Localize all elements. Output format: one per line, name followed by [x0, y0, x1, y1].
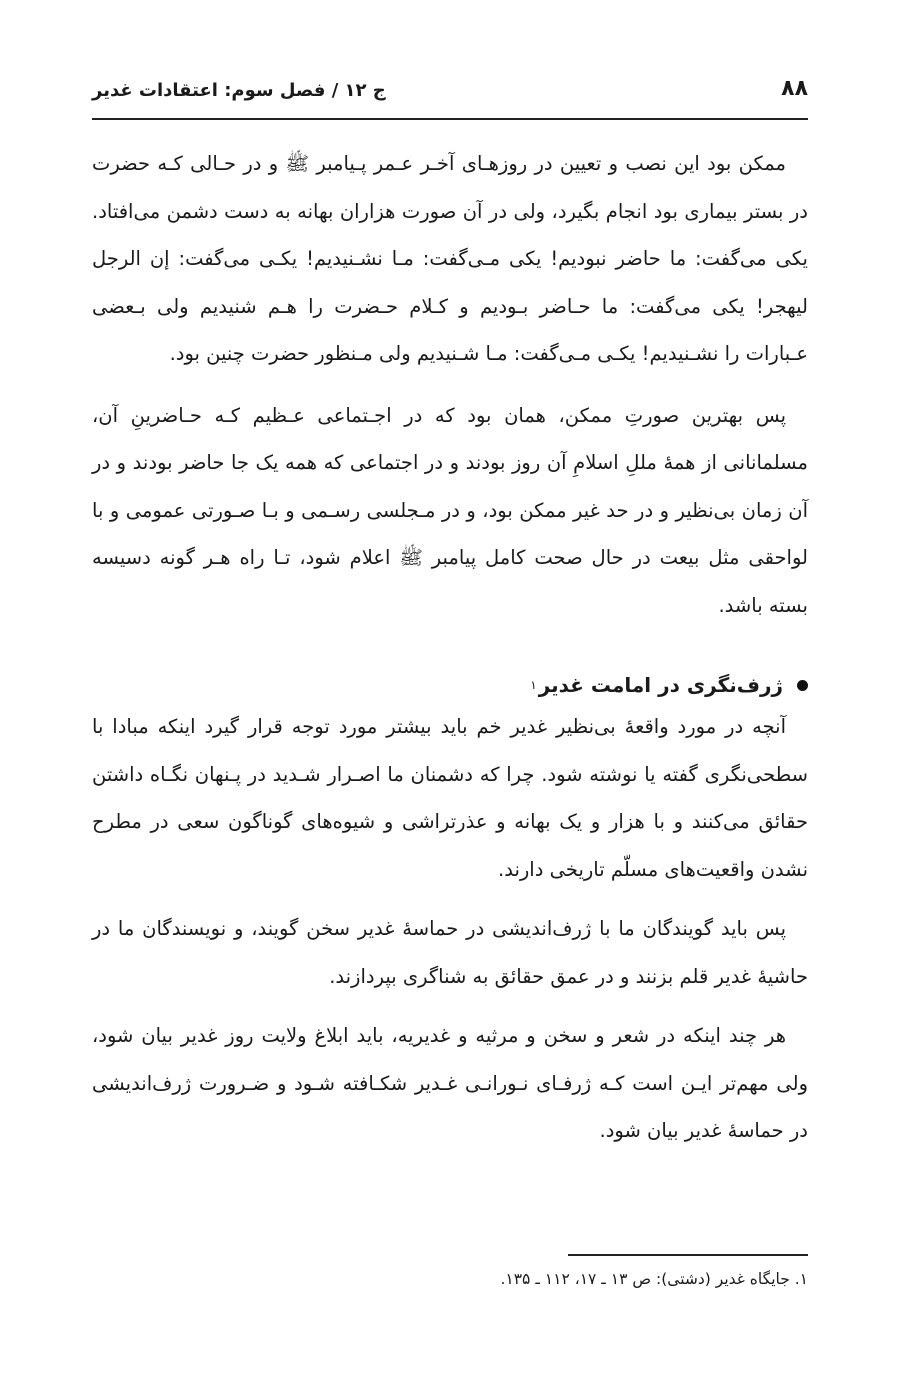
page-body: [92, 140, 808, 1155]
page-number: ۸۸: [781, 76, 808, 101]
book-page: [92, 0, 808, 1390]
footnote-divider: [568, 1254, 808, 1256]
footnote-marker[interactable]: ۱: [530, 678, 537, 692]
section-heading: [92, 665, 808, 705]
running-title: ج ۱۲ / فصل سوم: اعتقادات غدیر: [92, 80, 386, 101]
section-paragraph-3: هر چند اینکه در شعر و سخن و مرثیه و غدیریه، باید ابلاغ ولایت روز غدیر بیان شود، ولی مهم‌تر ایـن است کـه ژرفـای نـورانـی غـدیر شکـافته شـود و ضـرورت ژرف‌اندیشی در حماسهٔ غدیر بیان شود.: [92, 1024, 808, 1142]
paragraph-2: پس بهترین صورتِ ممکن، همان بود که در اجـتماعی عـظیم کـه حـاضرینِ آن، مسلمانانی از همهٔ مللِ اسلامِ آن روز بودند و در اجتماعی که همه یک جا حاضر بودند و در آن زمان بی‌نظیر و در حد غیر ممکن بود، و در مـجلسی رسـمی و بـا صـورتی عمومی و با لواحقی مثل بیعت در حال صحت کامل پیامبر ﷺ اعلام شود، تـا راه هـر گونه دسیسه بسته باشد.: [92, 403, 808, 617]
section-paragraph-1: آنچه در مورد واقعهٔ بی‌نظیر غدیر خم باید بیشتر مورد توجه قرار گیرد اینکه مبادا با سطحی‌نگری گفته یا نوشته شود. چرا که دشمنان ما اصـرار شـدید در پـنهان نگـاه داشتن حقائق می‌کنند و با هزار و یک بهانه و عذرتراشی و شیوه‌های گوناگون سعی در مطرح نشدن واقعیت‌های مسلّم تاریخی دارند.: [92, 715, 808, 881]
page-header: [92, 72, 808, 120]
footnote: ۱. جایگاه غدیر (دشتی): ص ۱۳ ـ ۱۷، ۱۱۲ ـ ۱۳۵.: [500, 1270, 808, 1288]
bullet-icon: [797, 680, 808, 691]
section-heading-text: ژرف‌نگری در امامت غدیر: [538, 673, 783, 697]
section-paragraph-2: پس باید گویندگان ما با ژرف‌اندیشی در حماسهٔ غدیر سخن گویند، و نویسندگان ما در حاشیهٔ غدیر قلم بزنند و در عمق حقائق به شناگری بپردازند.: [92, 917, 808, 988]
paragraph-1: ممکن بود این نصب و تعیین در روزهـای آخـر عـمر پـیامبر ﷺ و در حـالی کـه حضرت در بستر بیماری بود انجام بگیرد، ولی در آن صورت هزاران بهانه به دست دشمن می‌افتاد. یکی می‌گفت: ما حاضر نبودیم! یکی مـی‌گفت: مـا نشـنیدیم! یکـی می‌گفت: إن الرجل لیهجر! یکی می‌گفت: ما حـاضر بـودیم و کـلام حـضرت را هـم شنیدیم ولی بـعضی عـبارات را نشـنیدیم! یکـی مـی‌گفت: مـا شـنیدیم ولی مـنظور حضرت چنین بود.: [92, 152, 808, 365]
